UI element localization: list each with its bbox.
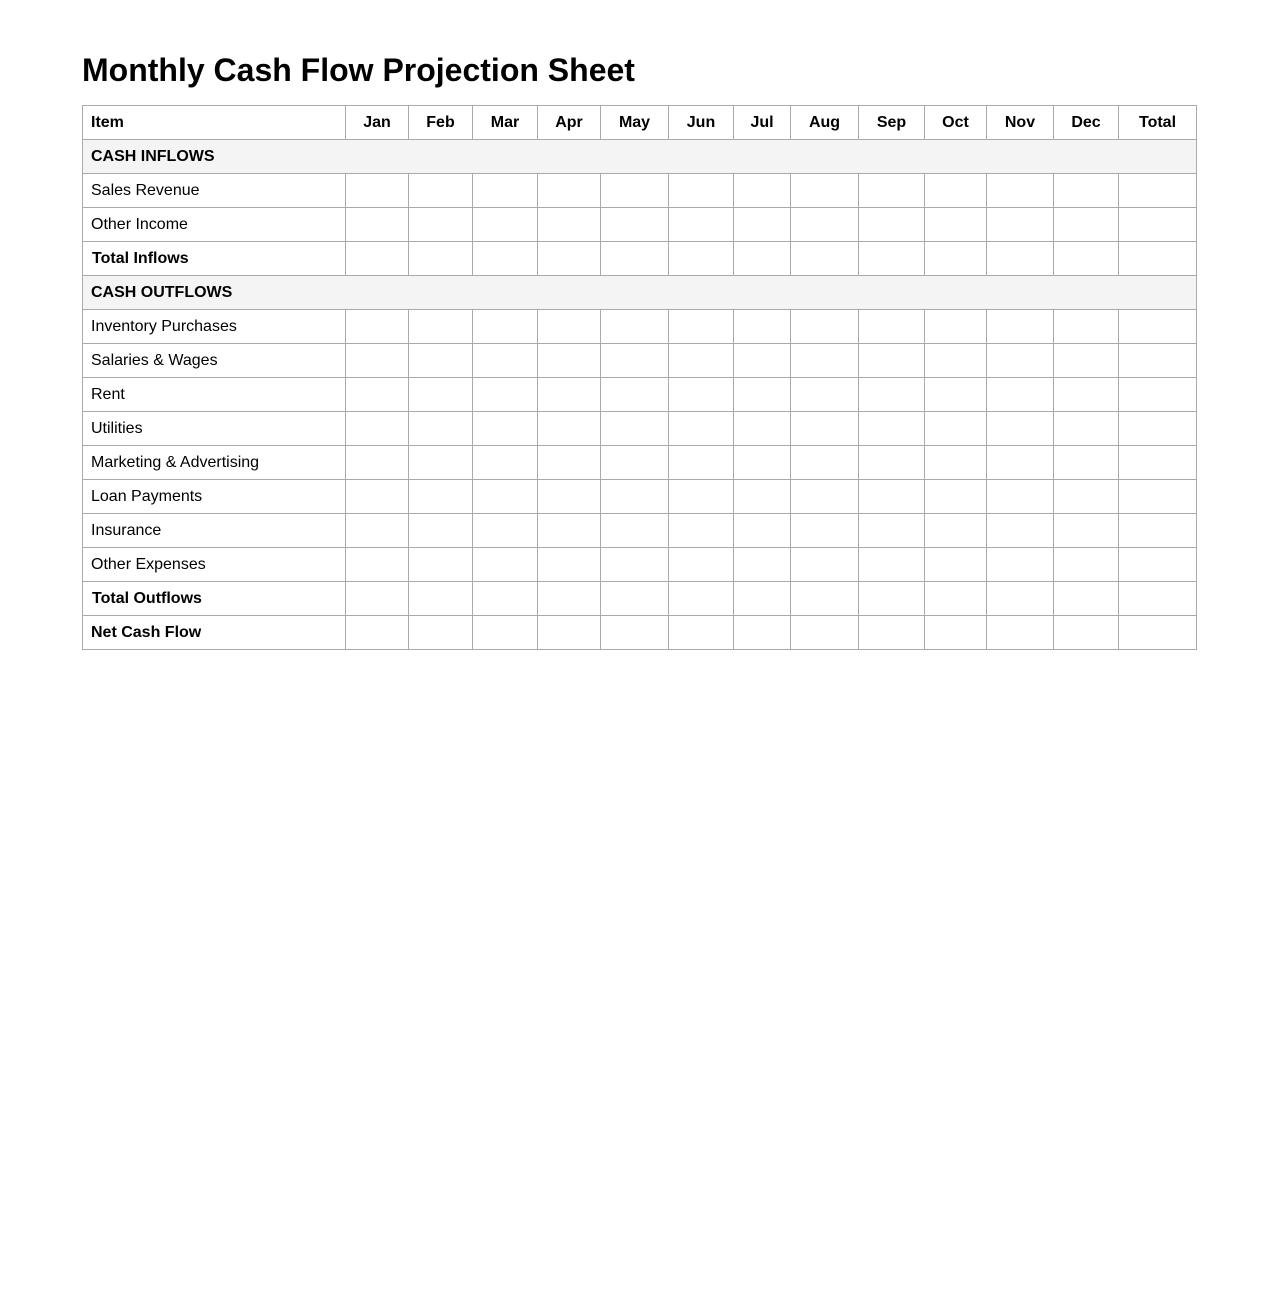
value-cell-total[interactable] [1119,514,1197,548]
row-label: Salaries & Wages [83,344,346,378]
value-cell-dec[interactable] [1054,548,1119,582]
value-cell-mar[interactable] [473,174,538,208]
row-label: Other Expenses [83,548,346,582]
value-cell-jan[interactable] [346,616,409,650]
value-cell-feb[interactable] [409,582,473,616]
value-cell-oct[interactable] [925,310,987,344]
value-cell-feb[interactable] [409,174,473,208]
value-cell-jun[interactable] [669,480,734,514]
value-cell-oct[interactable] [925,242,987,276]
value-cell-dec[interactable] [1054,412,1119,446]
value-cell-apr[interactable] [538,446,601,480]
value-cell-may[interactable] [601,480,669,514]
value-cell-dec[interactable] [1054,378,1119,412]
value-cell-jul[interactable] [734,446,791,480]
column-header-feb: Feb [409,106,473,140]
value-cell-jun[interactable] [669,446,734,480]
column-header-jan: Jan [346,106,409,140]
value-cell-oct[interactable] [925,378,987,412]
value-cell-jan[interactable] [346,174,409,208]
value-cell-oct[interactable] [925,174,987,208]
value-cell-feb[interactable] [409,378,473,412]
value-cell-sep[interactable] [859,310,925,344]
value-cell-oct[interactable] [925,446,987,480]
value-cell-oct[interactable] [925,412,987,446]
value-cell-jul[interactable] [734,616,791,650]
value-cell-aug[interactable] [791,582,859,616]
value-cell-total[interactable] [1119,344,1197,378]
row-label: Other Income [83,208,346,242]
value-cell-aug[interactable] [791,446,859,480]
row-label: Inventory Purchases [83,310,346,344]
value-cell-nov[interactable] [987,480,1054,514]
value-cell-mar[interactable] [473,480,538,514]
value-cell-jan[interactable] [346,242,409,276]
value-cell-dec[interactable] [1054,310,1119,344]
value-cell-apr[interactable] [538,310,601,344]
value-cell-nov[interactable] [987,548,1054,582]
value-cell-may[interactable] [601,174,669,208]
table-row [83,208,1197,242]
value-cell-sep[interactable] [859,582,925,616]
value-cell-jul[interactable] [734,514,791,548]
value-cell-may[interactable] [601,344,669,378]
column-header-oct: Oct [925,106,987,140]
value-cell-aug[interactable] [791,208,859,242]
value-cell-sep[interactable] [859,174,925,208]
value-cell-apr[interactable] [538,378,601,412]
value-cell-apr[interactable] [538,480,601,514]
value-cell-feb[interactable] [409,446,473,480]
section-row [83,276,1197,310]
value-cell-mar[interactable] [473,344,538,378]
row-label: Rent [83,378,346,412]
value-cell-feb[interactable] [409,412,473,446]
value-cell-nov[interactable] [987,310,1054,344]
value-cell-dec[interactable] [1054,514,1119,548]
value-cell-jun[interactable] [669,174,734,208]
row-label: Sales Revenue [83,174,346,208]
value-cell-jan[interactable] [346,548,409,582]
value-cell-jun[interactable] [669,208,734,242]
value-cell-total[interactable] [1119,446,1197,480]
table-row [83,174,1197,208]
table-row [83,242,1197,276]
value-cell-jan[interactable] [346,208,409,242]
value-cell-oct[interactable] [925,514,987,548]
table-row [83,446,1197,480]
value-cell-jul[interactable] [734,548,791,582]
value-cell-aug[interactable] [791,412,859,446]
row-label: Marketing & Advertising [83,446,346,480]
value-cell-apr[interactable] [538,582,601,616]
section-row [83,140,1197,174]
value-cell-total[interactable] [1119,310,1197,344]
value-cell-nov[interactable] [987,242,1054,276]
value-cell-dec[interactable] [1054,344,1119,378]
value-cell-apr[interactable] [538,412,601,446]
value-cell-jul[interactable] [734,412,791,446]
row-label: Total Outflows [83,582,346,616]
value-cell-nov[interactable] [987,582,1054,616]
value-cell-sep[interactable] [859,548,925,582]
value-cell-sep[interactable] [859,616,925,650]
row-label: Total Inflows [83,242,346,276]
value-cell-aug[interactable] [791,548,859,582]
table-row [83,310,1197,344]
value-cell-jun[interactable] [669,582,734,616]
value-cell-aug[interactable] [791,344,859,378]
value-cell-dec[interactable] [1054,480,1119,514]
value-cell-aug[interactable] [791,480,859,514]
value-cell-feb[interactable] [409,242,473,276]
value-cell-dec[interactable] [1054,616,1119,650]
value-cell-sep[interactable] [859,446,925,480]
column-header-aug: Aug [791,106,859,140]
column-header-item: Item [83,106,346,140]
value-cell-sep[interactable] [859,242,925,276]
value-cell-total[interactable] [1119,378,1197,412]
section-header: CASH OUTFLOWS [83,276,1197,310]
row-label: Net Cash Flow [83,616,346,650]
value-cell-may[interactable] [601,616,669,650]
value-cell-nov[interactable] [987,616,1054,650]
column-header-mar: Mar [473,106,538,140]
value-cell-total[interactable] [1119,174,1197,208]
value-cell-aug[interactable] [791,242,859,276]
value-cell-apr[interactable] [538,514,601,548]
value-cell-mar[interactable] [473,548,538,582]
value-cell-sep[interactable] [859,208,925,242]
value-cell-total[interactable] [1119,412,1197,446]
column-header-sep: Sep [859,106,925,140]
value-cell-total[interactable] [1119,208,1197,242]
column-header-may: May [601,106,669,140]
table-row [83,616,1197,650]
value-cell-jul[interactable] [734,582,791,616]
value-cell-jun[interactable] [669,548,734,582]
value-cell-mar[interactable] [473,208,538,242]
header-row [83,106,1197,140]
row-label: Loan Payments [83,480,346,514]
value-cell-jan[interactable] [346,446,409,480]
value-cell-jul[interactable] [734,174,791,208]
value-cell-jul[interactable] [734,310,791,344]
value-cell-total[interactable] [1119,548,1197,582]
value-cell-dec[interactable] [1054,242,1119,276]
value-cell-jun[interactable] [669,344,734,378]
value-cell-nov[interactable] [987,208,1054,242]
value-cell-total[interactable] [1119,480,1197,514]
value-cell-feb[interactable] [409,344,473,378]
value-cell-apr[interactable] [538,548,601,582]
value-cell-nov[interactable] [987,412,1054,446]
value-cell-dec[interactable] [1054,582,1119,616]
value-cell-apr[interactable] [538,242,601,276]
value-cell-nov[interactable] [987,446,1054,480]
column-header-nov: Nov [987,106,1054,140]
value-cell-sep[interactable] [859,412,925,446]
value-cell-aug[interactable] [791,378,859,412]
value-cell-apr[interactable] [538,616,601,650]
table-row [83,344,1197,378]
value-cell-feb[interactable] [409,310,473,344]
value-cell-may[interactable] [601,378,669,412]
column-header-jul: Jul [734,106,791,140]
value-cell-jul[interactable] [734,242,791,276]
value-cell-may[interactable] [601,582,669,616]
value-cell-jul[interactable] [734,344,791,378]
value-cell-jan[interactable] [346,480,409,514]
value-cell-apr[interactable] [538,344,601,378]
table-row [83,480,1197,514]
cash-flow-table [82,105,1197,650]
value-cell-total[interactable] [1119,616,1197,650]
row-label: Utilities [83,412,346,446]
value-cell-feb[interactable] [409,208,473,242]
table-body [83,140,1197,650]
value-cell-jun[interactable] [669,310,734,344]
page-title: Monthly Cash Flow Projection Sheet [82,52,635,88]
value-cell-oct[interactable] [925,582,987,616]
value-cell-feb[interactable] [409,616,473,650]
value-cell-feb[interactable] [409,514,473,548]
value-cell-mar[interactable] [473,514,538,548]
value-cell-jan[interactable] [346,378,409,412]
value-cell-mar[interactable] [473,242,538,276]
table-row [83,412,1197,446]
value-cell-total[interactable] [1119,582,1197,616]
value-cell-sep[interactable] [859,378,925,412]
value-cell-jan[interactable] [346,412,409,446]
value-cell-mar[interactable] [473,616,538,650]
column-header-apr: Apr [538,106,601,140]
column-header-dec: Dec [1054,106,1119,140]
value-cell-sep[interactable] [859,344,925,378]
value-cell-may[interactable] [601,208,669,242]
value-cell-mar[interactable] [473,378,538,412]
value-cell-nov[interactable] [987,514,1054,548]
value-cell-aug[interactable] [791,616,859,650]
value-cell-feb[interactable] [409,548,473,582]
value-cell-aug[interactable] [791,310,859,344]
value-cell-may[interactable] [601,412,669,446]
value-cell-nov[interactable] [987,378,1054,412]
value-cell-apr[interactable] [538,174,601,208]
value-cell-sep[interactable] [859,514,925,548]
value-cell-jan[interactable] [346,514,409,548]
row-label: Insurance [83,514,346,548]
value-cell-jun[interactable] [669,412,734,446]
value-cell-sep[interactable] [859,480,925,514]
value-cell-dec[interactable] [1054,446,1119,480]
value-cell-total[interactable] [1119,242,1197,276]
value-cell-oct[interactable] [925,344,987,378]
value-cell-may[interactable] [601,310,669,344]
value-cell-jul[interactable] [734,480,791,514]
value-cell-jan[interactable] [346,582,409,616]
value-cell-may[interactable] [601,514,669,548]
value-cell-mar[interactable] [473,310,538,344]
value-cell-nov[interactable] [987,344,1054,378]
column-header-jun: Jun [669,106,734,140]
value-cell-oct[interactable] [925,208,987,242]
value-cell-oct[interactable] [925,616,987,650]
value-cell-jan[interactable] [346,310,409,344]
value-cell-mar[interactable] [473,412,538,446]
value-cell-dec[interactable] [1054,208,1119,242]
value-cell-jun[interactable] [669,616,734,650]
value-cell-dec[interactable] [1054,174,1119,208]
table-row [83,514,1197,548]
value-cell-may[interactable] [601,242,669,276]
column-header-total: Total [1119,106,1197,140]
value-cell-jul[interactable] [734,378,791,412]
value-cell-may[interactable] [601,446,669,480]
value-cell-jun[interactable] [669,378,734,412]
value-cell-oct[interactable] [925,480,987,514]
section-header: CASH INFLOWS [83,140,1197,174]
value-cell-feb[interactable] [409,480,473,514]
value-cell-apr[interactable] [538,208,601,242]
value-cell-oct[interactable] [925,548,987,582]
value-cell-aug[interactable] [791,514,859,548]
value-cell-jun[interactable] [669,514,734,548]
table-row [83,548,1197,582]
value-cell-aug[interactable] [791,174,859,208]
value-cell-mar[interactable] [473,582,538,616]
value-cell-may[interactable] [601,548,669,582]
value-cell-jun[interactable] [669,242,734,276]
table-row [83,378,1197,412]
table-row [83,582,1197,616]
value-cell-jul[interactable] [734,208,791,242]
value-cell-nov[interactable] [987,174,1054,208]
value-cell-mar[interactable] [473,446,538,480]
value-cell-jan[interactable] [346,344,409,378]
